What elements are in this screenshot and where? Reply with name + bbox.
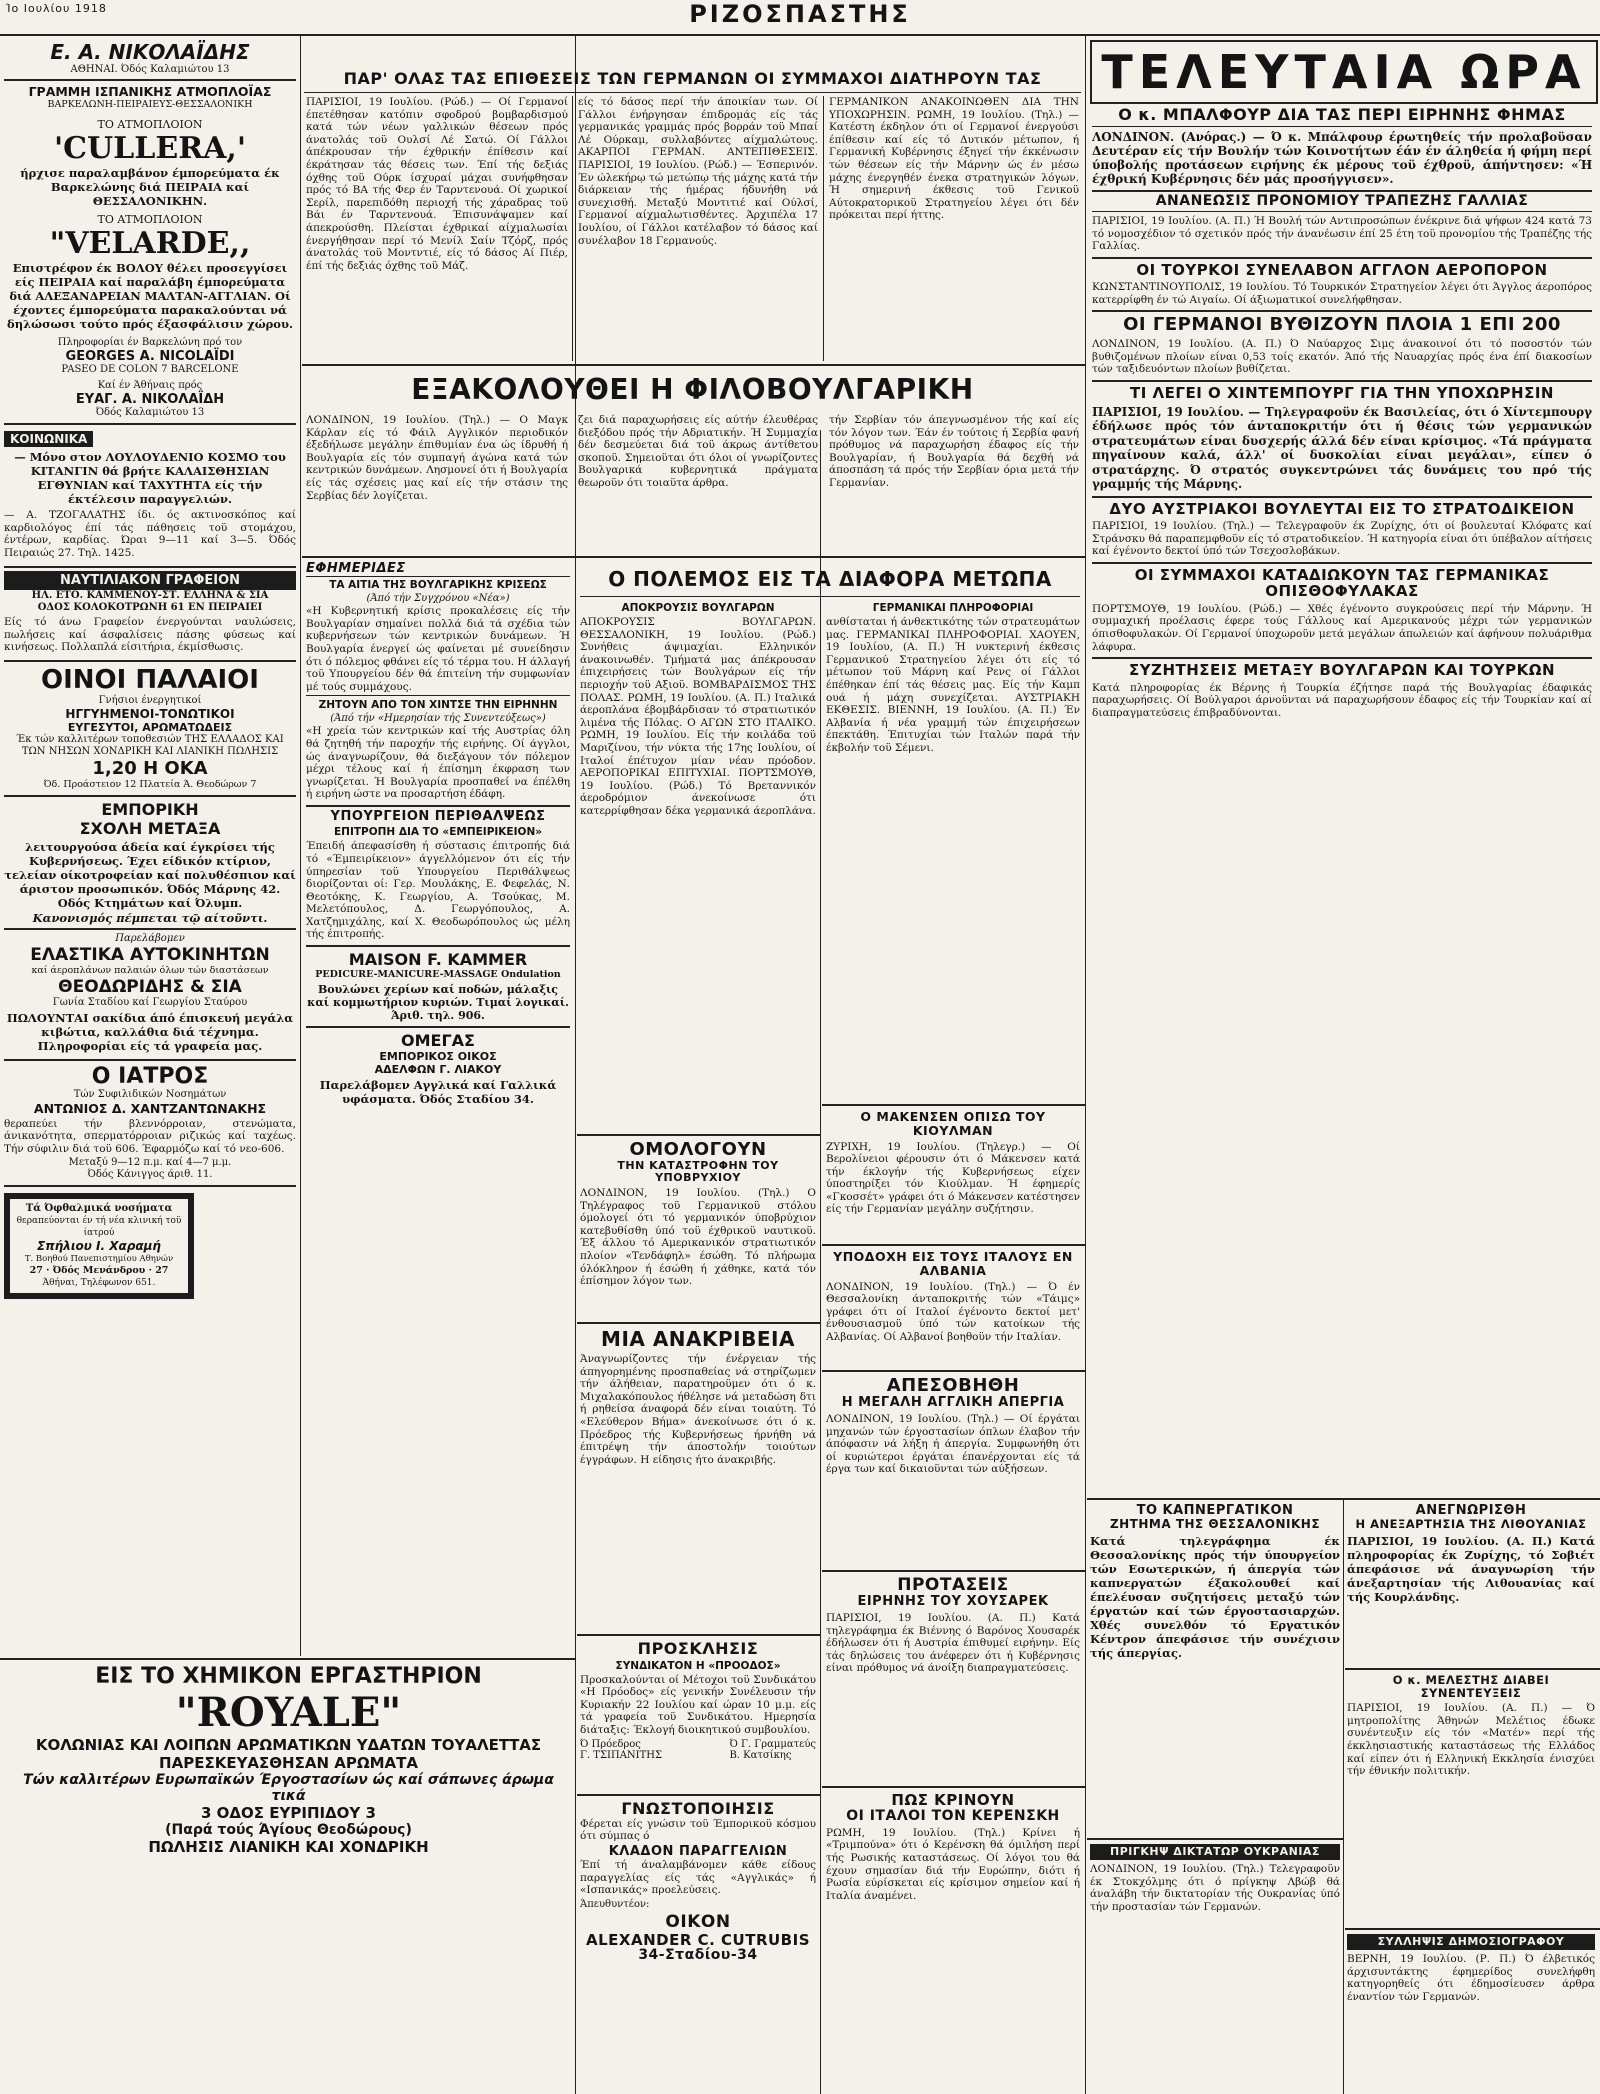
shipping-ad — [4, 81, 296, 425]
ad-line: Τών καλλιτέρων Ευρωπαϊκών Έργοστασίων ώς καί σάπωνες άρωμα τικά — [23, 1772, 554, 1804]
section-rule — [822, 1786, 1085, 1788]
story-headline: Ο κ. ΜΠΑΛΦΟΥΡ ΔΙΑ ΤΑΣ ΠΕΡΙ ΕΙΡΗΝΗΣ ΦΗΜΑΣ — [1092, 106, 1592, 127]
contact-label: Άπευθυντέον: — [580, 1898, 650, 1910]
koinonika-section — [4, 425, 296, 568]
story-column — [578, 414, 818, 554]
ophthalmic-ad — [4, 1193, 194, 1299]
story-text: τήν Σερβίαν τόν άπεγνωσμένον τής καί είς τόν λόγον των. Έάν έν τούτοις ή Σερβία φανή πρόθυμος νά παραχωρήση έδαφος είς τήν Βουλγαρίαν, ή Βουλγαρία θά δεχθή νά άποσπάση τά πρός τήν Σερβίαν όρια μετά τήν Γερμανίαν. — [829, 414, 1079, 489]
story-headline: Η ΑΝΕΞΑΡΤΗΣΙΑ ΤΗΣ ΛΙΘΟΥΑΝΙΑΣ — [1355, 1517, 1587, 1532]
notice-text: — Μόνο στον ΛΟΥΛΟΥΔΕΝΙΟ ΚΟΣΜΟ του ΚΙΤΑΝΓΙΝ θά βρήτε ΚΑΛΑΙΣΘΗΣΙΑΝ ΕΓΘΥΝΙΑΝ καί ΤΑΧΥΤΗΤΑ είς τήν έκτέλεσιν παραγγελιών. — [14, 450, 286, 506]
story-headline: ΥΠΟΔΟΧΗ ΕΙΣ ΤΟΥΣ ΙΤΑΛΟΥΣ ΕΝ ΑΛΒΑΝΙΑ — [833, 1250, 1073, 1278]
story-headline: ΤΟ ΚΑΠΝΕΡΓΑΤΙΚΟΝ — [1136, 1504, 1294, 1518]
story-text: ΛΟΝΔΙΝΟΝ, 19 Ιουλίου. (Τηλ.) — Ο Μαγκ Κάρλαν είς τό Φάιλ Αγγλικόν περιοδικόν έξεδήλωσε μεγάλην έπιθυμίαν ένα ώς ίδρυθή ή Βουλγαρία είς τόν συμπαγή άγώνα κατά τών κεντρικών δυνάμεων. Λησμονεί ότι ή Βουλγαρία είς τάς σχέσεις μας καί είς τήν στάσιν της Σερβίας δέν λογίζεται. — [306, 414, 568, 502]
melestis-story — [1347, 1674, 1595, 1924]
story-text: «Η Κυβερνητική κρίσις προκαλέσεις είς τήν Βουλγαρίαν σημαίνει πολλά διά τά σχέδια τών κυβερνήσεων τών κεντρικών δυνάμεων. Ή Βουλγαρία ένεργεί ώς φαίνεται μέ συνείδησιν ότι ό πόλεμος φθάνει είς τό τέρμα του. Η άλλαγή τοϋ Υπουργείου δέν θά έπιτείνη τήν συμφωνίαν μέ τούς συμμάχους. — [306, 605, 570, 693]
story-text: Κατά τηλεγράφημα έκ Θεσσαλονίκης πρός τήν ύπουργείον τών Εσωτερικών, ή άπεργία τών καπνεργατών έξακολουθεί καί έπελέυσαν συζητήσεις μεταξύ τών έργατών καί τών έργοστασιαρχών. Χθές συνελθόν τό Εργατικόν Κέντρον άπεφάσισε τήν συνέχισιν τής άπεργίας. — [1090, 1534, 1340, 1661]
story-text: ανθίσταται ή άνθεκτικότης τών στρατευμάτων μας. ΓΕΡΜΑΝΙΚΑΙ ΠΛΗΡΟΦΟΡΙΑΙ. ΧΑΟΥΕΝ, 19 Ιουλίου, (Α. Π.) Ή νυκτερινή έκθεσις Γερμανικού Στρατηγείου λέγει ότι είς τό μέτωπον τοϋ Μάρνη καί Ρενς οί Γάλλοι έπέθηκαν έπί τάς θέσεις μας. Είς τήν Καμπ ουά ή μάχη συνεχίζεται. ΑΥΣΤΡΙΑΚΗ ΕΚΘΕΣΙΣ. ΒΙΕΝΝΗ, 19 Ιουλίου. (Α. Π.) Έν Αλβανία ή νέα γραμμή τών έπιχειρήσεων έπεκτάθη. Έπιτυχίαι τών Ιταλών παρά τήν έκβολήν τοϋ Σέμενι. — [826, 616, 1080, 754]
school-ad — [4, 797, 296, 930]
story-column — [829, 96, 1079, 361]
signature-name: Β. Κατσίκης — [729, 1749, 792, 1761]
subheadline: ΤΑ ΑΙΤΙΑ ΤΗΣ ΒΟΥΛΓΑΡΙΚΗΣ ΚΡΙΣΕΩΣ — [329, 579, 547, 592]
ad-sub: ΕΜΠΟΡΙΚΟΣ ΟΙΚΟΣ — [379, 1050, 497, 1064]
ad-title: ΕΛΑΣΤΙΚΑ ΑΥΤΟΚΙΝΗΤΩΝ — [30, 944, 270, 965]
ad-line: (Παρά τούς Άγίους Θεοδώρους) — [165, 1822, 412, 1838]
column-rule — [1085, 36, 1086, 2094]
ad-title: Τά Όφθαλμικά νοσήματα — [25, 1203, 173, 1214]
ad-firm: ΘΕΟΔΩΡΙΔΗΣ & ΣΙΑ — [58, 976, 242, 997]
right-news-column — [1092, 106, 1592, 1496]
story-text: Προσκαλούνται οί Μέτοχοι τοϋ Συνδικάτου «Η Πρόοδος» είς γενικήν Συνέλευσιν τήν Κυριακήν 22 Ιουλίου καί ώραν 10 μ.μ. είς τά γραφεία τοϋ Συνδικάτου. Ημερησία διάταξις: Έκλογή διοικητικού συμβουλίου. — [580, 1673, 816, 1736]
ad-line: ΠΑΡΕΣΚΕΥΑΣΘΗΣΑΝ ΑΡΩΜΑΤΑ — [159, 1754, 418, 1772]
signature-role: Ό Πρόεδρος — [580, 1738, 641, 1750]
story-text: «Η χρεία τών κεντρικών καί τής Αυστρίας όλη θά ζητηθή τήν παροχήν τής ειρήνης. Οί άγγλοι, ώς άναγνωρίζουν, θά διεξάγουν τόν πόλεμον μέχρι τέλους καί ή έπίσημη έκφραση των γνωρίζεται. Ή Βουλγαρία προσπαθεί να έπέλθη ή ειρήνη ώστε να προσαρτήση έδάφη. — [306, 725, 570, 801]
section-rule — [1087, 1498, 1600, 1500]
story-text: Έπί τή άναλαμβάνομεν κάθε είδους παραγγελίας είς τάς «Αγγλικάς» ή «Ισπανικάς» προελεύσεις. — [580, 1859, 816, 1897]
column-rule — [300, 36, 301, 1656]
ad-title: Ε. Α. ΝΙΚΟΛΑΪΔΗΣ — [50, 40, 250, 64]
signatures — [580, 1739, 816, 1761]
ad-doctor-name: ΑΝΤΩΝΙΟΣ Δ. ΧΑΝΤΖΑΝΤΩΝΑΚΗΣ — [33, 1100, 267, 1116]
omegas-ad — [306, 1026, 570, 1106]
ad-address: 27 · Όδός Μενάνδρου · 27 — [29, 1265, 169, 1276]
story-text: ΛΟΝΔΙΝΟΝ, 19 Ιουλίου. (Τηλ.) — Οί έργάται μηχανών τών έργοστασίων όπλων έλαβον τήν άπόφασιν νά λήξη ή άπεργία. Συμφωνήθη ότι οί κυριώτεροι έργάται έπανέρχονται είς τά έργα των καί δικαιοϋνται τών αύξήσεων. — [826, 1413, 1080, 1476]
story-text: ΓΕΡΜΑΝΙΚΟΝ ΑΝΑΚΟΙΝΩΘΕΝ ΔΙΑ ΤΗΝ ΥΠΟΧΩΡΗΣΙΝ. ΡΩΜΗ, 19 Ιουλίου. (Τηλ.) — Κατέστη έκδηλον ότι οί Γερμανοί ένεργούσι έπίθεσιν καί είς τό Δυτικόν μέτωπον, ή Γερμανική Κυβέρνησις έξηγεί τήν έκκένωσιν τών θέσεων είς τήν Μάρνην ώς έν μέσω μάχης ένεργηθέν ένεκα στρατηγικών λόγων. Ή σημερινή έκθεσις τοϋ Γενικοϋ Αύτοκρατορικοϋ Στρατηγείου λέγει ότι δέν πρόκειται περί ήττης. — [829, 96, 1079, 222]
ad-ship-text: Επιστρέφον έκ ΒΟΛΟΥ θέλει προσεγγίσει είς ΠΕΙΡΑΙΑ καί παραλάβη έμπορεύματα διά ΑΛΕΞΑΝΔΡΕΙΑΝ ΜΑΛΤΑΝ-ΑΓΓΛΙΑΝ. Οί έχοντες έμπορεύματα παρακαλούνται νά δηλώσωσι τούτο πρός έξασφάλισιν χώρου. — [7, 261, 293, 331]
ad-text: Παρελάβομεν Αγγλικά καί Γαλλικά υφάσματα. Όδός Σταδίου 34. — [319, 1078, 557, 1107]
section-rule — [0, 1658, 575, 1660]
story-headline: Η ΜΕΓΑΛΗ ΑΓΓΛΙΚΗ ΑΠΕΡΓΙΑ — [841, 1394, 1065, 1410]
story-headline: ΟΙ ΙΤΑΛΟΙ ΤΟΝ ΚΕΡΕΝΣΚΗ — [846, 1807, 1060, 1824]
ad-label: Παρελάβομεν — [115, 932, 185, 944]
story-text: Έπειδή άπεφασίσθη ή σύστασις έπιτροπής διά τό «Έμπειρίκειον» άγγελλόμενον ότι είς τήν ύπηρεσίαν τοϋ Υπουργείου Περιθάλψεως διορίζονται οί: Γερ. Μουλάκης, Ε. Φεφελάς, Ν. Θεοτόκης, Κ. Γεωργίου, Α. Τσούκας, Μ. Μελετόπουλος, Δ. Γεωργόπουλος, Α. Χατζημιχάλης, καί Χ. Θεοδωρόπουλος ώς μέλη τής έπιτροπής. — [306, 840, 570, 941]
source-note: (Άπό τήν Συγχρόνου «Νέα») — [366, 593, 510, 605]
ad-ship-name: 'CULLERA,' — [53, 131, 247, 166]
story-text: ΖΥΡΙΧΗ, 19 Ιουλίου. (Τηλεγρ.) — Οί Βερολίνειοι φέρουσιν ότι ό Μάκενσεν κατά τήν έκλογήν τής Κυβερνήσεως είχεν ύποστηρίξει τόν Κιούλμαν. Ή έφημερίς «Γκοσσέτ» γράφει ότι ό Μάκενσεν κατέστησεν είς τήν Γερμανίαν μεγάλην συζήτησιν. — [826, 1140, 1080, 1216]
ad-kind: ΗΓΓΥΗΜΕΝΟΙ-ΤΟΝΩΤΙΚΟΙ — [65, 706, 235, 721]
story-headline: ΟΙ ΣΥΜΜΑΧΟΙ ΚΑΤΑΔΙΩΚΟΥΝ ΤΑΣ ΓΕΡΜΑΝΙΚΑΣ ΟΠΙΣΘΟΦΥΛΑΚΑΣ — [1092, 562, 1592, 600]
firm-address: 34-Σταδίου-34 — [638, 1947, 758, 1964]
story-headline: ΣΥΛΛΗΨΙΣ ΔΗΜΟΣΙΟΓΡΑΦΟΥ — [1347, 1934, 1595, 1950]
ad-sub: PEDICURE-MANICURE-MASSAGE Ondulation — [315, 969, 561, 981]
ad-title: ΓΡΑΜΜΗ ΙΣΠΑΝΙΚΗΣ ΑΤΜΟΠΛΟΪΑΣ — [28, 84, 272, 99]
story-text: Κατά πληροφορίας έκ Βέρνης ή Τουρκία έζήτησε παρά τής Βουλγαρίας έδαφικάς παραχωρήσεις. Οί Βούλγαροι άρνοϋνται νά παραχωρήσουν έδαφος είς τήν Τουρκίαν καί αί διαπραγματεύσεις έπιβραδύνονται. — [1092, 681, 1592, 719]
ephemerides-column — [306, 562, 570, 1652]
ad-agent-label: Καί έν Άθήναις πρός — [97, 380, 203, 391]
story-text: ΠΑΡΙΣΙΟΙ, 19 Ιουλίου. (Τηλ.) — Τελεγραφοϋν έκ Ζυρίχης, ότι οί βουλευταί Κλόφατς καί Στράνσκυ θά παραπεμφθοϋν είς τό στρατοδικείον. Ή κατηγορία είναι ότι ύπέβαλον αίτήσεις καί έγένοντο δεκτοί ύπό τών Τσεχοσλοβάκων. — [1092, 520, 1592, 558]
maison-kammer-ad — [306, 945, 570, 1022]
story-text: ΠΑΡΙΣΙΟΙ, 19 Ιουλίου. (Α. Π.) Κατά πληροφορίας έκ Ζυρίχης, τό Σοβιέτ άπεφάσισε νά άναγνωρίση τήν άνεξαρτησίαν τής Λιθουανίας καί τής Κουρλάνδης. — [1347, 1533, 1595, 1604]
ad-title: MAISON F. KAMMER — [348, 950, 528, 970]
ad-agent: ΕΥΑΓ. Α. ΝΙΚΟΛΑΪΔΗ — [75, 392, 225, 407]
signature-role: Ό Γ. Γραμματεύς — [729, 1738, 816, 1750]
story-headline: ΤΗΝ ΚΑΤΑΣΤΡΟΦΗΝ ΤΟΥ ΥΠΟΒΡΥΧΙΟΥ — [617, 1158, 779, 1184]
subheadline: ΣΥΝΔΙΚΑΤΟΝ Η «ΠΡΟΟΔΟΣ» — [615, 1659, 781, 1672]
last-hour-banner: ΤΕΛΕΥΤΑΙΑ ΩΡΑ — [1101, 45, 1587, 99]
section-rule — [577, 1634, 820, 1636]
section-rule — [822, 1370, 1085, 1372]
section-rule — [577, 1794, 820, 1796]
story-column — [306, 96, 568, 361]
firm-name: ΟΙΚΟΝ — [665, 1911, 731, 1932]
section-rule — [1345, 1928, 1600, 1930]
subheadline: ΑΠΟΚΡΟΥΣΙΣ ΒΟΥΛΓΑΡΩΝ — [621, 602, 775, 614]
ad-line: 3 ΟΔΟΣ ΕΥΡΙΠΙΔΟΥ 3 — [201, 1804, 376, 1822]
newspaper-masthead: ΡΙΖΟΣΠΑΣΤΗΣ — [689, 0, 911, 28]
source-note: (Άπό τήν «Ημερησίαν τής Συνεντεύξεως») — [330, 713, 546, 725]
story-headline: ΕΞΑΚΟΛΟΥΘΕΙ Η ΦΙΛΟΒΟΥΛΓΑΡΙΚΗ — [411, 373, 974, 406]
strike-story — [826, 1376, 1080, 1566]
story-text: είς τό δάσος περί τήν άποικίαν των. Οί Γάλλοι ένήργησαν έπιδρομάς είς τάς γερμανικάς γραμμάς πρός βορράν τοϋ Μπαί Λέ Ούρκαμ, συλλαβόντες αίχμαλώτους. ΑΚΑΡΠΟΙ ΓΕΡΜΑΝ. ΑΝΤΕΠΙΘΕΣΕΙΣ. ΠΑΡΙΣΙΟΙ, 19 Ιουλίου. (Ρώδ.) — Έσπερινόν. Έν ώλεκήρῳ τώ μετώπῳ τής μάχης κατά τήν διάρκειαν τής ήμέρας ήδυνήθη νά συνεχισθή. Μεταξύ Μοντιτιέ καί Ούλσί, Γερμανοί αίχμαλωτισθέντες. Άρχιπέλα 17 Ιουλίου, οί Γάλλοι κατέλαβον τό δάσος καί συνέλαβον 18 Γερμανούς. — [578, 96, 818, 247]
invitation-notice — [580, 1640, 816, 1790]
story-text: ΠΑΡΙΣΙΟΙ, 19 Ιουλίου. (Ρώδ.) — Οί Γερμανοί έπετέθησαν κατόπιν σφοδρού βομβαρδισμού κατά τών νέων γαλλικών θέσεων πρός άνατολάς τοϋ Ουλσί Λέ Σατώ. Οί Γάλλοι άπέκρουσαν τήν έχθρικήν έπίθεσιν καί έκράτησαν τάς θέσεις των. Έπί τής δεξιάς όχθης τοϋ Ούρκ ίσχυραί μάχαι συνήφθησαν πρός τό ΒΑ τής Φερ έν Ταρντενουά. Οί χωρικοί Σερίλ, παρεπιδόθη περιοχή τής χάραδρας τοϋ Βάι έν Ταρντενουά. Έπισυνάψαμεν καί άπεκρούσθη. Πλείσται έχθρικαί αίχμαλωσίαι ένεργήθησαν περί τό Μενίλ Σαίν Τζόρζ, πρός άνατολάς τοϋ Μοντντιέ, είς τό δάσος Αί Πιέρ, έπί τής δεξιάς όχθης τοϋ Μάζ. — [306, 96, 568, 272]
ad-hours: Μεταξύ 9—12 π.μ. καί 4—7 μ.μ. — [68, 1157, 232, 1168]
ad-makers: ΕΥΓΕΣΥΤΟΙ, ΑΡΩΜΑΤΩΔΕΙΣ — [67, 720, 233, 734]
ad-ship-text: ήρχισε παραλαμβάνον έμπορεύματα έκ Βαρκελώνης διά ΠΕΙΡΑΙΑ καί ΘΕΣΣΑΛΟΝΙΚΗΝ. — [20, 166, 280, 208]
section-rule — [822, 1570, 1085, 1572]
story-headline: Ο ΜΑΚΕΝΣΕΝ ΟΠΙΣΩ ΤΟΥ ΚΙΟΥΛΜΑΝ — [860, 1110, 1046, 1138]
tyres-ad — [4, 930, 296, 1061]
ad-ship-label: ΤΟ ΑΤΜΟΠΛΟΙΟΝ — [97, 118, 203, 131]
ad-route: ΒΑΡΚΕΛΩΝΗ-ΠΕΙΡΑΙΕΥΣ-ΘΕΣΣΑΛΟΝΙΚΗ — [47, 99, 253, 110]
ad-agent: GEORGES A. NICOLAÏDI — [65, 349, 235, 364]
story-text: ΛΟΝΔΙΝΟΝ, 19 Ιουλίου. (Α. Π.) Ό Ναύαρχος Σιμς άνακοινοί ότι τό ποσοστόν τών βυθιζομένων πλοίων είναι 0,53 τοίς εκατόν. Άπό τής Ναυαρχίας πρός ένα έπί διακοσίων τών ταξιδευόντων πλοίων βυθίζεται. — [1092, 338, 1592, 376]
story-column — [306, 414, 568, 554]
submarine-story — [580, 1140, 816, 1320]
story-text: Άναγνωρίζοντες τήν ένέργειαν τής άπηγορημένης προσπαθείας νά στηρίζωμεν τήν άλήθειαν, παρατηροϋμεν ότι ό κ. Μιχαλακόπουλος ήθέλησε νά μεταδώση δτι ή ρηθείσα άναφορά δέν είναι τοιαύτη. Τό «Ελεύθερον Βήμα» άνεκοίνωσε ότι ό κ. Πρόεδρος τής Κυβερνήσεως ήρνήθη νά έπιτρέψη τήν άποστολήν τοιούτων έγγράφων. Η είδησις ήτο άνακριβής. — [580, 1353, 816, 1466]
ad-line: ΠΩΛΗΣΙΣ ΛΙΑΝΙΚΗ ΚΑΙ ΧΟΝΔΡΙΚΗ — [148, 1838, 429, 1856]
story-headline: ΥΠΟΥΡΓΕΙΟΝ ΠΕΡΙΘΑΛΨΕΩΣ — [306, 805, 570, 824]
ad-agent-address: Όδός Καλαμιώτου 13 — [95, 407, 205, 418]
story-column — [578, 96, 818, 361]
story-headline: ΤΙ ΛΕΓΕΙ Ο ΧΙΝΤΕΜΠΟΥΡΓ ΓΙΑ ΤΗΝ ΥΠΟΧΩΡΗΣΙΝ — [1092, 380, 1592, 402]
ad-title: Ο ΙΑΤΡΟΣ — [91, 1063, 209, 1089]
ad-sub: Γνήσιοι ένεργητικοί — [98, 694, 202, 706]
ad-address: Όδ. Προάστειον 12 Πλατεία Ά. Θεοδώρων 7 — [43, 778, 257, 790]
story-headline: ΠΡΙΓΚΗΨ ΔΙΚΤΑΤΩΡ ΟΥΚΡΑΝΙΑΣ — [1090, 1844, 1340, 1860]
section-rule — [1345, 1668, 1600, 1670]
ad-ship-label: ΤΟ ΑΤΜΟΠΛΟΙΟΝ — [97, 213, 203, 226]
kerensky-story — [826, 1792, 1080, 2090]
story-headline: ΑΠΕΣΟΒΗΘΗ — [886, 1376, 1020, 1396]
ad-text: Βουλώνει χερίων καί ποδών, μάλαξις καί κομμωτήριον κυριών. Τιμαί λογικαί. Άριθ. τηλ. 906. — [307, 983, 569, 1023]
kiouaman-story — [826, 1110, 1080, 1240]
story-headline-box — [304, 66, 1081, 93]
column-rule — [823, 96, 824, 361]
story-headline: ΓΝΩΣΤΟΠΟΙΗΣΙΣ — [621, 1800, 775, 1818]
ad-sub: Τ. Βοηθού Πανεπιστημίου Αθηνών — [24, 1254, 174, 1264]
section-rule — [577, 1134, 820, 1136]
story-headline: ΕΙΡΗΝΗΣ ΤΟΥ ΧΟΥΣΑΡΕΚ — [857, 1593, 1049, 1609]
ad-address: ΟΔΟΣ ΚΟΛΟΚΟΤΡΩΝΗ 61 ΕΝ ΠΕΙΡΑΙΕΙ — [37, 602, 263, 613]
subheadline: ΚΛΑΔΟΝ ΠΑΡΑΓΓΕΛΙΩΝ — [608, 1843, 788, 1859]
section-label: ΚΟΙΝΩΝΙΚΑ — [4, 431, 93, 447]
story-text: ζει διά παραχωρήσεις είς αύτήν έλευθέρας διεξόδου πρός τήν Αδριατικήν. Ή Συμμαχία δέν δεσμεύεται διά τοϋ άκρως άντίθετου σκοποϋ. Σημειοϋται ότι όλοι οί γνωρίζοντες Βουλγαρικά κυβερνητικά πράγματα θεωροϋν ότι τοιαϋτα άρθρα. — [578, 414, 818, 489]
story-text: Φέρεται είς γνώσιν τοϋ Έμπορικοϋ κόσμου ότι σύμπας ό — [580, 1817, 816, 1843]
ad-line: ΚΟΛΩΝΙΑΣ ΚΑΙ ΛΟΙΠΩΝ ΑΡΩΜΑΤΙΚΩΝ ΥΔΑΤΩΝ ΤΟΥΑΛΕΤΤΑΣ — [35, 1736, 542, 1754]
ad-title: ΕΜΠΟΡΙΚΗ — [101, 799, 199, 819]
story-column — [826, 600, 1080, 1100]
column-rule — [1343, 1500, 1344, 2094]
signature-name: Γ. ΤΣΙΠΑΝΙΤΗΣ — [580, 1749, 663, 1761]
section-rule — [822, 1244, 1085, 1246]
story-headline-box — [304, 370, 1081, 410]
page-date-mark: Ίο Ιουλίου 1918 — [6, 2, 107, 15]
column-rule — [575, 36, 576, 2094]
story-headline: ΠΩΣ ΚΡΙΝΟΥΝ — [891, 1792, 1015, 1809]
ad-doctor-name: Σπήλιου Ι. Χαραμή — [37, 1239, 161, 1253]
section-rule — [302, 364, 1085, 366]
story-text: ΑΠΟΚΡΟΥΣΙΣ ΒΟΥΛΓΑΡΩΝ. ΘΕΣΣΑΛΟΝΙΚΗ, 19 Ιουλίου. (Ρώδ.) Συνήθεις άψιμαχίαι. Ελληνικόν άνακοινωθέν. Τμήματά μας άπέκρουσαν έπιχειρήσεις τών Βουλγάρων είς τήν περιοχήν τοϋ Αξιοϋ. ΒΟΜΒΑΡΔΙΣΜΟΣ ΤΗΣ ΠΟΛΑΣ. ΡΩΜΗ, 19 Ιουλίου. (Α. Π.) Ιταλικά άεροπλάνα έβομβάρδισαν τό στρατιωτικόν λιμένα τής Πόλας. Ο ΑΓΩΝ ΣΤΟ ΙΤΑΛΙΚΟ. ΡΩΜΗ, 19 Ιουλίου. Είς τήν κοιλάδα τοϋ Μαριζίνου, τήν νύκτα τής 17ης Ιουλίου, οί Ιταλοί έπέτυχον μίαν νέαν πρόοδον. ΑΕΡΟΠΟΡΙΚΑΙ ΕΠΙΤΥΧΙΑΙ. ΠΟΡΤΣΜΟΥΘ, 19 Ιουλίου. (Ρώδ.) Τό Βρεταννικόν άεροδρόμιον άνεκοίνωσε ότι κατερρίφθησαν δέκα γερμανικά άεροπλάνα. — [580, 616, 816, 817]
story-headline: ΖΗΤΗΜΑ ΤΗΣ ΘΕΣΣΑΛΟΝΙΚΗΣ — [1109, 1517, 1321, 1532]
story-headline: ΑΝΑΝΕΩΣΙΣ ΠΡΟΝΟΜΙΟΥ ΤΡΑΠΕΖΗΣ ΓΑΛΛΙΑΣ — [1092, 190, 1592, 212]
labour-story — [1090, 1504, 1340, 1834]
story-text: ΒΕΡΝΗ, 19 Ιουλίου. (Ρ. Π.) Ό έλβετικός άρχισυντάκτης έφημερίδος συνελήφθη κατηγορηθείς ότι έδημοσίευσεν άρθρα έναντίον τών Γερμανών. — [1347, 1953, 1595, 2003]
story-headline: ΠΑΡ' ΟΛΑΣ ΤΑΣ ΕΠΙΘΕΣΕΙΣ ΤΩΝ ΓΕΡΜΑΝΩΝ ΟΙ ΣΥΜΜΑΧΟΙ ΔΙΑΤΗΡΟΥΝ ΤΑΣ — [343, 69, 1042, 88]
ad-title: ΕΙΣ ΤΟ ΧΗΜΙΚΟΝ ΕΡΓΑΣΤΗΡΙΟΝ — [95, 1664, 482, 1689]
story-text: ΠΑΡΙΣΙΟΙ, 19 Ιουλίου. — Τηλεγραφοϋν έκ Βασιλείας, ότι ό Χίντεμπουργ έδήλωσε πρός τόν άνταποκριτήν ότι ή θέσις τών γερμανικών στρατευμάτων είναι δυσχερής άλλά δέν είναι κρίσιμος. «Τά πράγματα πηγαίνουν καλά, άλλ' οί δυσκολίαι είναι μεγάλαι», είπεν ό στρατάρχης. Ό στρατός συγκεντρώνει τάς δυνάμεις του πρό τής γραμμής τής Μάρνης. — [1092, 404, 1592, 492]
ad-address: Γωνία Σταδίου καί Γεωργίου Σταύρου — [52, 996, 248, 1008]
journalist-story — [1347, 1934, 1595, 2090]
ad-title: ΣΧΟΛΗ ΜΕΤΑΞΑ — [79, 818, 221, 838]
doctor-ad — [4, 1061, 296, 1188]
ad-note: Κανονισμός πέμπεται τῷ αίτοῦντι. — [32, 910, 268, 925]
ad-text: Έκ τών καλλιτέρων τοποθεσιών ΤΗΣ ΕΛΛΑΔΟΣ ΚΑΙ ΤΩΝ ΝΗΣΩΝ ΧΟΝΔΡΙΚΗ ΚΑΙ ΛΙΑΝΙΚΗ ΠΩΛΗΣΙΣ — [16, 733, 284, 757]
story-headline: ΟΙ ΤΟΥΡΚΟΙ ΣΥΝΕΛΑΒΟΝ ΑΓΓΛΟΝ ΑΕΡΟΠΟΡΟΝ — [1092, 257, 1592, 279]
story-headline: ΔΥΟ ΑΥΣΤΡΙΑΚΟΙ ΒΟΥΛΕΥΤΑΙ ΕΙΣ ΤΟ ΣΤΡΑΤΟΔΙΚΕΙΟΝ — [1092, 496, 1592, 518]
story-headline: ΣΥΖΗΤΗΣΕΙΣ ΜΕΤΑΞΥ ΒΟΥΛΓΑΡΩΝ ΚΑΙ ΤΟΥΡΚΩΝ — [1092, 657, 1592, 679]
ad-agent-label: Πληροφορίαι έν Βαρκελώνη πρό τον — [57, 337, 243, 348]
story-text: ΠΑΡΙΣΙΟΙ, 19 Ιουλίου. (Α. Π.) — Ό μητροπολίτης Άθηνών Μελέτιος έδωκε συνέντευξιν είς τόν «Ματέν» περί τής έκκλησιαστικής καταστάσεως τής Ελλάδος καί είπεν ότι ή Ελληνική Εκκλησία ένισχύει τήν έθνικήν πολιτικήν. — [1347, 1702, 1595, 1778]
section-label: ΕΦΗΜΕΡΙΔΕΣ — [306, 562, 570, 577]
subheadline: ΓΕΡΜΑΝΙΚΑΙ ΠΛΗΡΟΦΟΡΙΑΙ — [872, 602, 1034, 614]
ad-text: θεραπεύονται έν τή νέα κλινική τοϋ ίατρού — [16, 1216, 182, 1238]
nicolaidis-ad — [4, 40, 296, 81]
inquiry-story — [580, 1328, 816, 1628]
story-text: ΡΩΜΗ, 19 Ιουλίου. (Τηλ.) Κρίνει ή «Τριμπούνα» ότι ό Κερένσκη θά όμιλήση περί τής Ρωσικής καταστάσεως. Οί λόγοι του θά έχουν σημασίαν διά τήν Ευρώπην, διότι ή Ρωσία εύρίσκεται είς κρίσιμον σημείον καί ή Ιταλία άναμένει. — [826, 1826, 1080, 1902]
story-text: ΚΩΝΣΤΑΝΤΙΝΟΥΠΟΛΙΣ, 19 Ιουλίου. Τό Τουρκικόν Στρατηγείον λέγει ότι Άγγλος άεροπόρος κατερρίφθη έν τώ Αιγαίω. Οί άξιωματικοί συνελήφθησαν. — [1092, 281, 1592, 306]
ad-title: ΝΑΥΤΙΛΙΑΚΟΝ ΓΡΑΦΕΙΟΝ — [4, 571, 296, 590]
story-text: ΛΟΝΔΙΝΟΝ, 19 Ιουλίου. (Τηλ.) Τελεγραφοϋν έκ Στοκχόλμης ότι ό πρίγκηψ Λβώβ θά άναλάβη τήν δικτατορίαν τής Ουκρανίας ύπό τήν προστασίαν τών Γερμανών. — [1090, 1863, 1340, 1913]
wines-ad — [4, 662, 296, 797]
ad-phone: Άθήναι, Τηλέφωνον 651. — [42, 1278, 156, 1288]
story-text: ΛΟΝΔΙΝΟΝ, 19 Ιουλίου. (Τηλ.) — Ό έν Θεσσαλονίκη άνταποκριτής τών «Τάιμς» γράφει ότι οί Ιταλοί έγένοντο δεκτοί μετ' ένθουσιασμοϋ ύπό τών κατοίκων τής Αλβανίας. Οί Αλβανοί βοηθοϋν τήν Ιταλίαν. — [826, 1280, 1080, 1343]
ad-text: Είς τό άνω Γραφείον ένεργούνται ναυλώσεις, πωλήσεις καί άσφαλίσεις πάσης φύσεως καί κινήσεως. Πολλαπλά είσιτήρια, έκμίσθωσις. — [4, 616, 296, 653]
section-rule — [822, 1104, 1085, 1106]
naval-office-ad — [4, 568, 296, 662]
story-headline: ΠΡΟΤΑΣΕΙΣ — [897, 1576, 1009, 1595]
ad-sub: Τών Συφιλιδικών Νοσημάτων — [73, 1088, 227, 1100]
subheadline: ΕΠΙΤΡΟΠΗ ΔΙΑ ΤΟ «ΕΜΠΕΙΡΙΚΕΙΟΝ» — [333, 826, 543, 839]
story-text: ΛΟΝΔΙΝΟΝ. (Ανόρας.) — Ό κ. Μπάλφουρ έρωτηθείς τήν προλαβοϋσαν Δευτέραν είς τήν Βουλήν τών Κοινοτήτων έάν έν άληθεία ή φήμη περί ύποβολής προτάσεων ειρήνης έκ μέρους τοϋ έχθροϋ, άπήντησεν: «Ή έχθρική Κυβέρνησις δέν μάς προσήγγισεν». — [1092, 129, 1592, 186]
albania-story — [826, 1250, 1080, 1364]
ad-text: λειτουργούσα άδεία καί έγκρίσει τής Κυβερνήσεως. Έχει είδικόν κτίριον, τελείαν οίκοτροφείαν καί πολυθέσπιον καί άριστον προσωπικόν. Όδός Μάρνης 42. Οδός Κτημάτων καί Όλυμπ. — [4, 839, 296, 910]
story-text: ΠΑΡΙΣΙΟΙ, 19 Ιουλίου. (Α. Π.) Ή Βουλή τών Αντιπροσώπων ένέκρινε διά ψήφων 424 κατά 73 τό νομοσχέδιον τό σχετικόν πρός τήν άνανέωσιν έπί 25 έτη τοϋ προνομίου τής Τραπέζης τής Γαλλίας. — [1092, 214, 1592, 253]
column-rule — [820, 430, 821, 2094]
story-text: ΛΟΝΔΙΝΟΝ, 19 Ιουλίου. (Τηλ.) Ο Τηλέγραφος τοϋ Γερμανικοϋ στόλου όμολογεί ότι τό γερμανικόν ύποβρύχιον κατεβυθίσθη ύπό τοϋ έχθρικοϋ ναυτικοϋ. Έξ άλλου τό Αμερικανικόν στρατιωτικόν πλοίον «Τενδάφηλ» έσώθη. Τό πλήρωμα όλόκληρον ή έσώθη ή χάθηκε, κατά τόν έπίσημον λόγον των. — [580, 1186, 816, 1288]
masthead-rule — [0, 34, 1600, 36]
ad-address: ΑΘΗΝΑΙ. Όδός Καλαμιώτου 13 — [70, 64, 230, 75]
story-column — [829, 414, 1079, 554]
ad-ship-name: "VELARDE,, — [49, 226, 251, 261]
ad-sub: καί άεροπλάνων παλαιών όλων τών διαστάσεων — [31, 964, 269, 976]
ad-title: ΟΜΕΓΑΣ — [401, 1031, 475, 1051]
ukraine-story — [1090, 1844, 1340, 2090]
ad-price: 1,20 Η ΟΚΑ — [92, 757, 208, 779]
ad-title: ΟΙΝΟΙ ΠΑΛΑΙΟΙ — [41, 664, 259, 695]
ad-firm: ΑΔΕΛΦΩΝ Γ. ΛΙΑΚΟΥ — [374, 1063, 502, 1077]
story-headline-box — [580, 562, 1080, 597]
story-headline: ΟΙ ΓΕΡΜΑΝΟΙ ΒΥΘΙΖΟΥΝ ΠΛΟΙΑ 1 ΕΠΙ 200 — [1092, 310, 1592, 335]
lithuania-story — [1347, 1504, 1595, 1664]
section-rule — [577, 1322, 820, 1324]
story-headline: ΟΜΟΛΟΓΟΥΝ — [629, 1140, 767, 1160]
last-hour-banner-box — [1090, 40, 1598, 104]
story-headline: ΜΙΑ ΑΝΑΚΡΙΒΕΙΑ — [601, 1328, 795, 1351]
story-headline: ΑΝΕΓΝΩΡΙΣΘΗ — [1415, 1504, 1527, 1518]
ad-brand: "ROYALE" — [175, 1689, 402, 1736]
story-headline: Ο κ. ΜΕΛΕΣΤΗΣ ΔΙΑΒΕΙ ΣΥΝΕΝΤΕΥΞΕΙΣ — [1392, 1674, 1550, 1700]
husarek-story — [826, 1576, 1080, 1782]
column-rule — [572, 96, 573, 361]
ad-text: θεραπεύει τήν βλεννόρροιαν, στενώματα, άνικανότητα, σπερματόρροιαν ριζικώς καί ταχέως. Τήν σύφιλιν διά τοϋ 606. Έφαρμόζω καί τό νεο-606. — [4, 1117, 296, 1155]
left-ads-column — [4, 40, 296, 1650]
ad-text: ΠΩΛΟΥΝΤΑΙ σακίδια άπό έπισκευή μεγάλα κιβώτια, καλλάθια διά τέχνημα. Πληροφορίαι είς τά γραφεία μας. — [6, 1010, 294, 1053]
section-rule — [1087, 1838, 1343, 1840]
subheadline: ΖΗΤΟΥΝ ΑΠΟ ΤΟΝ ΧΙΝΤΣΕ ΤΗΝ ΕΙΡΗΝΗΝ — [306, 695, 570, 711]
story-text: ΠΟΡΤΣΜΟΥΘ, 19 Ιουλίου. (Ρώδ.) — Χθές έγένοντο συγκρούσεις περί τήν Μάρνην. Ή συμμαχική προέλασις έφερε τούς Γάλλους καί Αμερικανούς μέχρι τών γερμανικών όπισθοφυλακών. Οί Γερμανοί ύποχωροϋν μετά μεγάλων άπωλειών καί άφήνουν πολυάριθμα λάφυρα. — [1092, 602, 1592, 653]
ad-firm: ΗΛ. ΕΤΟ. ΚΑΜΜΕΝΟΥ-ΣΤ. ΕΛΛΗΝΑ & ΣΙΑ — [31, 590, 269, 601]
story-headline: Ο ΠΟΛΕΜΟΣ ΕΙΣ ΤΑ ΔΙΑΦΟΡΑ ΜΕΤΩΠΑ — [608, 567, 1052, 591]
announcement — [580, 1800, 816, 2090]
ad-address: Όδός Κάνιγγος άριθ. 11. — [87, 1169, 213, 1180]
firm-name: ALEXANDER C. CUTRUBIS — [585, 1930, 810, 1949]
story-column — [580, 600, 816, 1130]
royale-ad — [6, 1664, 571, 2089]
ad-agent-address: PASEO DE COLON 7 BARCELONE — [61, 364, 239, 375]
notice-text: — Α. ΤΖΟΓΑΛΑΤΗΣ ίδι. ός ακτινοσκόπος καί καρδιολόγος έπί τάς πάθησεις τοϋ στομάχου, έντέρων, καρδίας. Ώραι 9—11 καί 3—5. Όδός Πειραιώς 27. Τηλ. 1425. — [4, 509, 296, 559]
story-text: ΠΑΡΙΣΙΟΙ, 19 Ιουλίου. (Α. Π.) Κατά τηλεγράφημα έκ Βιέννης ό Βαρόνος Χουσαρέκ έδήλωσεν ότι ή Αυστρία έπιθυμεί ειρήνην. Είς τάς δηλώσεις του άνέφερεν ότι ή Κυβέρνησις είναι πρόθυμος νά άνοίξη διαπραγματεύσεις. — [826, 1611, 1080, 1675]
section-rule — [302, 556, 1085, 558]
story-headline: ΠΡΟΣΚΛΗΣΙΣ — [637, 1640, 759, 1658]
